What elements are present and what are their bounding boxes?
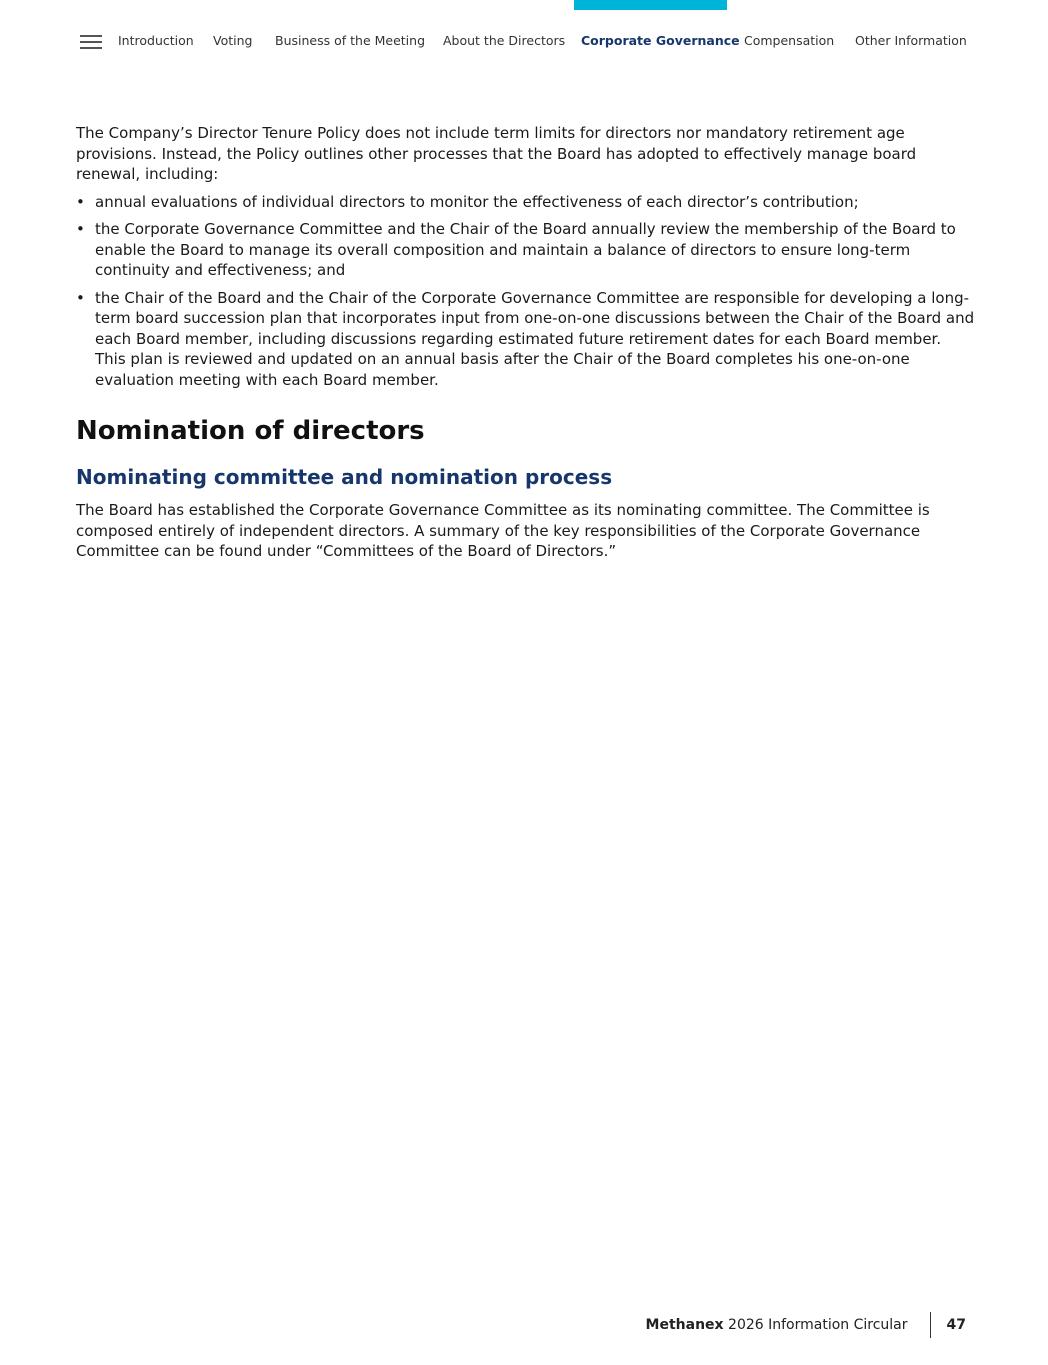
list-item (76, 192, 976, 213)
list-item (76, 288, 976, 391)
footer-document-title: 2026 Information Circular (728, 1317, 908, 1333)
nav-item-compensation[interactable]: Compensation (744, 33, 835, 48)
bullet-icon: • (76, 192, 85, 211)
page-footer (646, 1312, 966, 1338)
nominating-committee-paragraph: The Board has established the Corporate Governance Committee as its nominating committee. The Committee is composed entirely of independent directors. A summary of the key responsibilities of the Corporate Governance Committee can be found under “Committees of the Board of Directors.” (76, 501, 930, 560)
subsection-heading: Nominating committee and nomination process (76, 465, 613, 489)
bullet-icon: • (76, 220, 85, 238)
list-item (76, 219, 976, 281)
nav-item-introduction[interactable]: Introduction (118, 33, 194, 48)
main-content (76, 123, 976, 562)
footer-brand: Methanex (645, 1317, 724, 1333)
nav-item-other-information[interactable]: Other Information (855, 33, 967, 48)
section-heading: Nomination of directors (76, 416, 425, 446)
footer-divider (930, 1312, 931, 1338)
nav-item-voting[interactable]: Voting (213, 33, 253, 48)
tenure-policy-paragraph: The Company’s Director Tenure Policy does not include term limits for directors nor mandatory retirement age provisions. Instead, the Policy outlines other processes that the Board has adopted to effectively manage board renewal, including: (76, 124, 917, 183)
bullet-icon: • (76, 288, 85, 307)
active-tab-accent-bar (574, 0, 727, 10)
page-number: 47 (946, 1317, 966, 1333)
board-renewal-list (76, 192, 976, 391)
list-item-text: the Corporate Governance Committee and the Chair of the Board annually review the membership of the Board to enable the Board to manage its overall composition and maintain a balance of directors to ensure long-term continuity and effectiveness; and (95, 220, 956, 279)
nav-item-business-of-the-meeting[interactable]: Business of the Meeting (275, 33, 425, 48)
nav-item-corporate-governance[interactable]: Corporate Governance (581, 33, 740, 48)
nav-item-about-the-directors[interactable]: About the Directors (443, 33, 566, 48)
list-item-text: the Chair of the Board and the Chair of the Corporate Governance Committee are responsible for developing a long-term board succession plan that incorporates input from one-on-one discussions between the Chair of the Board and each Board member, including discussions regarding estimated future retirement dates for each Board member. This plan is reviewed and updated on an annual basis after the Chair of the Board completes his one-on-one evaluation meeting with each Board member. (95, 288, 975, 389)
hamburger-menu-icon[interactable] (80, 35, 102, 49)
list-item-text: annual evaluations of individual directors to monitor the effectiveness of each director’s contribution; (95, 192, 859, 211)
